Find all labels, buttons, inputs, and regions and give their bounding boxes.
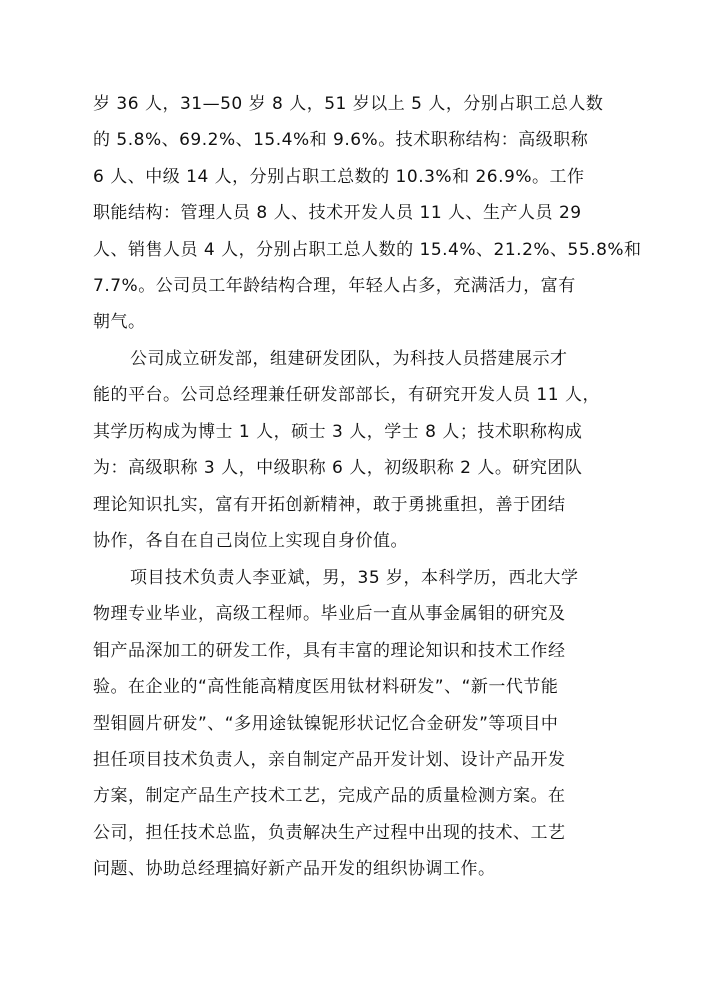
text-line: 6 人、中级 14 人，分别占职工总数的 10.3%和 26.9%。工作 [93,166,585,187]
text-line: 理论知识扎实，富有开拓创新精神，敢于勇挑重担，善于团结 [93,494,566,515]
text-line: 项目技术负责人李亚斌，男，35 岁，本科学历，西北大学 [130,568,579,588]
text-line: 其学历构成为博士 1 人，硕士 3 人，学士 8 人；技术职称构成 [93,421,583,442]
text-line: 能的平台。公司总经理兼任研发部部长，有研究开发人员 11 人， [93,385,600,406]
text-line: 问题、协助总经理搞好新产品开发的组织协调工作。 [93,859,496,880]
text-line: 的 5.8%、69.2%、15.4%和 9.6%。技术职称结构：高级职称 [93,130,589,151]
text-line: 型钼圆片研发”、“多用途钛镍铌形状记忆合金研发”等项目中 [93,713,559,734]
text-line: 人、销售人员 4 人，分别占职工总人数的 15.4%、21.2%、55.8%和 [93,239,642,260]
text-line: 职能结构：管理人员 8 人、技术开发人员 11 人、生产人员 29 [93,203,582,224]
text-line: 钼产品深加工的研发工作，具有丰富的理论知识和技术工作经 [93,640,566,661]
text-line: 担任项目技术负责人，亲自制定产品开发计划、设计产品开发 [93,749,566,770]
text-line: 岁 36 人，31—50 岁 8 人，51 岁以上 5 人，分别占职工总人数 [93,94,604,114]
text-line: 朝气。 [93,312,146,333]
text-line: 协作，各自在自己岗位上实现自身价值。 [93,530,408,551]
paragraph-staff-structure [93,86,653,341]
text-line: 验。在企业的“高性能高精度医用钛材料研发”、“新一代节能 [93,677,559,698]
text-line: 方案，制定产品生产技术工艺，完成产品的质量检测方案。在 [93,786,566,807]
text-line: 公司，担任技术总监，负责解决生产过程中出现的技术、工艺 [93,822,566,843]
paragraph-project-lead [93,560,653,888]
paragraph-rd-department [93,341,653,559]
text-line: 7.7%。公司员工年龄结构合理，年轻人占多，充满活力，富有 [93,275,576,296]
text-line: 为：高级职称 3 人，中级职称 6 人，初级职称 2 人。研究团队 [93,458,583,479]
text-line: 公司成立研发部，组建研发团队，为科技人员搭建展示才 [130,349,568,369]
text-line: 物理专业毕业，高级工程师。毕业后一直从事金属钼的研究及 [93,604,566,625]
